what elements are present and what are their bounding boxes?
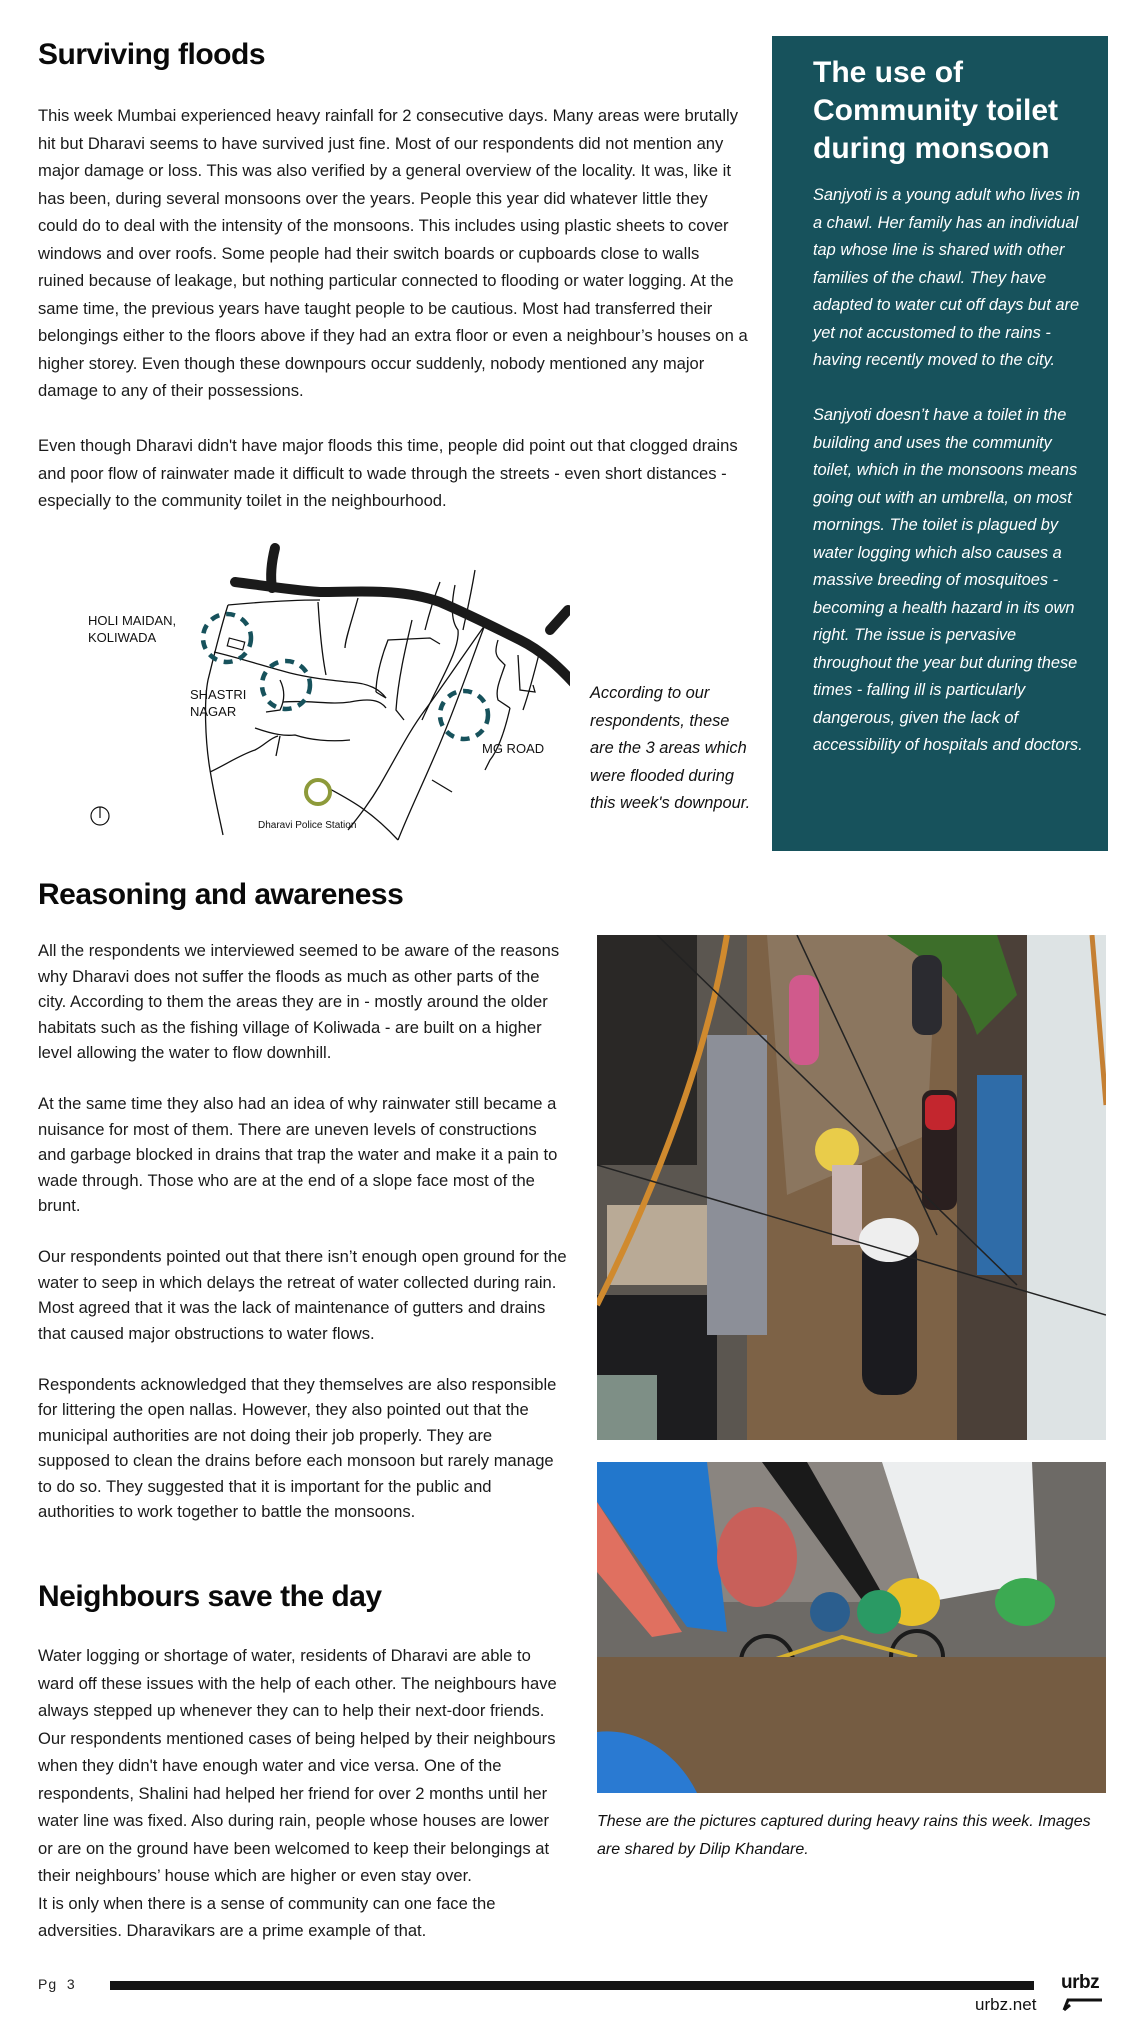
label-line: NAGAR	[190, 704, 237, 719]
map-label-holi-maidan	[88, 612, 176, 646]
map-caption: According to our respondents, these are the 3 areas which were flooded during this week's downpour.	[590, 684, 751, 812]
section-heading-neighbours: Neighbours save the day	[38, 1580, 382, 1613]
flood-marker-mg-road	[440, 691, 488, 739]
page-number: Pg 3	[38, 1976, 76, 1992]
sidebar-paragraph: Sanjyoti doesn’t have a toilet in the building and uses the community toilet, which in the monsoons means going out with an umbrella, on most mornings. The toilet is plagued by water logging which also causes a massive breeding of mosquitoes - becoming a health hazard in its own right. The issue is pervasive throughout the year but during these times - falling ill is particularly dangerous, given the lack of accessibility of hospitals and doctors.	[813, 406, 1083, 754]
paragraph: At the same time they also had an idea of why rainwater still became a nuisance for most of them. There are uneven levels of constructions and garbage blocked in drains that trap the water and make it a pain to wade through. Those who are at the end of a slope face most of the brunt.	[38, 1094, 558, 1215]
section-heading-surviving-floods: Surviving floods	[38, 38, 266, 71]
paragraph: It is only when there is a sense of community can one face the adversities. Dharavikars are a prime example of that.	[38, 1893, 496, 1940]
paragraph: Respondents acknowledged that they themselves are also responsible for littering the open nallas. However, they also pointed out that the municipal authorities are not doing their job properly. They are supposed to clean the drains before each monsoon but rarely manage to do so. They suggested that it is important for the public and authorities to work together to battle the monsoons.	[38, 1374, 557, 1521]
logo-check-icon	[1058, 1972, 1108, 2012]
surviving-floods-body	[38, 102, 750, 515]
sidebar-body	[813, 182, 1093, 787]
paragraph: Our respondents pointed out that there isn’t enough open ground for the water to seep in which delays the retreat of water collected during rain. Most agreed that it was the lack of maintenance of gutters and drains that caused major obstructions to water flows.	[38, 1247, 567, 1343]
map-label-mg-road: MG ROAD	[482, 741, 545, 756]
label-line: SHASTRI	[190, 687, 247, 702]
photo-caption: These are the pictures captured during heavy rains this week. Images are shared by Dilip Khandare.	[597, 1813, 1091, 1858]
police-station-marker	[306, 780, 330, 804]
minor-roads	[206, 570, 540, 840]
map-drawing	[80, 540, 570, 855]
flood-photo-courtyard	[597, 1462, 1106, 1793]
urbz-logo	[1058, 1972, 1108, 2012]
photo-courtyard-image	[597, 1462, 1106, 1793]
neighbours-body	[38, 1642, 568, 1945]
photo-lane-image	[597, 935, 1106, 1440]
landmark-outline	[227, 638, 245, 650]
section-heading-reasoning: Reasoning and awareness	[38, 878, 404, 911]
map-label-shastri-nagar	[190, 686, 246, 720]
reasoning-body	[38, 938, 568, 1525]
footer-rule	[110, 1981, 1034, 1990]
community-toilet-sidebar	[772, 36, 1108, 851]
map-label-police-station: Dharavi Police Station	[258, 820, 357, 831]
north-arrow-icon	[91, 807, 109, 825]
footer-url[interactable]: urbz.net	[975, 1995, 1037, 2014]
paragraph: All the respondents we interviewed seemed to be aware of the reasons why Dharavi does not suffer the floods as much as other parts of the city. According to them the areas they are in - mostly around the older habitats such as the fishing village of Koliwada - are built on a higher level allowing the water to flow downhill.	[38, 941, 560, 1062]
label-line: HOLI MAIDAN,	[88, 613, 177, 628]
flood-area-map	[80, 540, 570, 855]
major-roads	[235, 548, 570, 690]
paragraph: This week Mumbai experienced heavy rainfall for 2 consecutive days. Many areas were brutally hit but Dharavi seems to have survived just fine. Most of our respondents did not mention any major damage or loss. This was also verified by a general overview of the locality. It was, like it has been, during several monsoons over the years. People this year did whatever little they could do to deal with the intensity of the monsoons. This includes using plastic sheets to cover windows and over roofs. Some people had their switch boards or cupboards close to walls ruined because of leakage, but nothing particular connected to flooding or water logging. At the same time, the previous years have taught people to be cautious. Most had transferred their belongings either to the floors above if they had an extra floor or even a neighbour’s houses on a higher storey. Even though these downpours occur suddenly, nobody mentioned any major damage to any of their possessions.	[38, 106, 748, 400]
flooded-area-markers	[203, 614, 488, 739]
flood-photo-lane	[597, 935, 1106, 1440]
sidebar-paragraph: Sanjyoti is a young adult who lives in a chawl. Her family has an individual tap whose line is shared with other families of the chawl. They have adapted to water cut off days but are yet not accustomed to the rains - having recently moved to the city.	[813, 186, 1080, 369]
logo-text: urbz	[1061, 1972, 1100, 1993]
paragraph: Water logging or shortage of water, residents of Dharavi are able to ward off these issues with the help of each other. The neighbours have always stepped up whenever they can to help their next-door friends. Our respondents mentioned cases of being helped by their neighbours when they didn't have enough water and vice versa. One of the respondents, Shalini had helped her friend for over 2 months until her water line was fixed. Also during rain, people whose houses are lower or are on the ground have been welcomed to keep their belongings at their neighbours’ house which are higher or even stay over.	[38, 1646, 557, 1885]
label-line: KOLIWADA	[88, 630, 157, 645]
paragraph: Even though Dharavi didn't have major floods this time, people did point out that clogged drains and poor flow of rainwater made it difficult to wade through the streets - even short distances - especially to the community toilet in the neighbourhood.	[38, 436, 738, 510]
sidebar-heading: The use of Community toilet during monsoon	[813, 56, 1058, 165]
